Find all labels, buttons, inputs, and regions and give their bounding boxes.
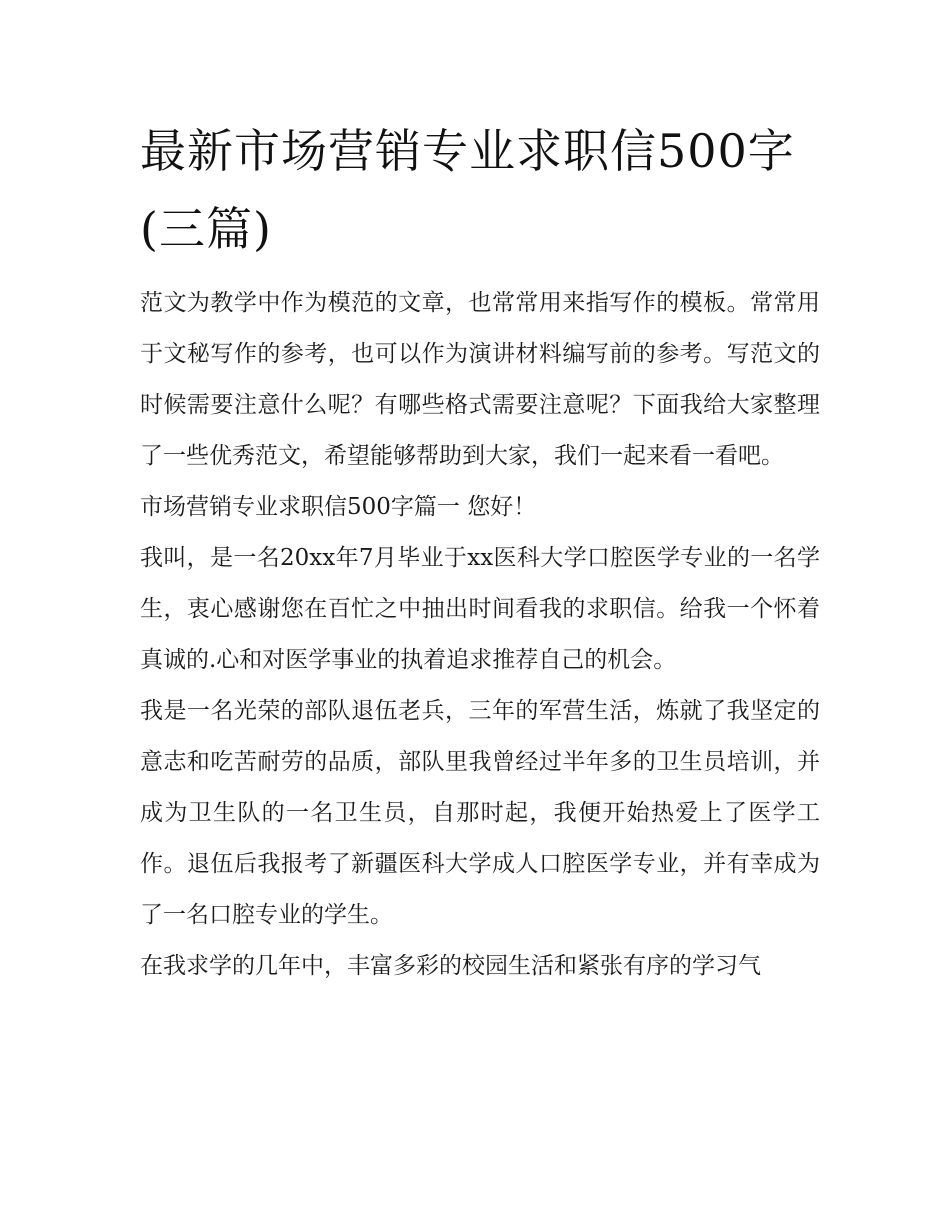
background-paragraph: 我是一名光荣的部队退伍老兵，三年的军营生活，炼就了我坚定的意志和吃苦耐劳的品质，部队里我曾经过半年多的卫生员培训，并成为卫生队的一名卫生员，自那时起，我便开始热爱上了医学工作。退伍后我报考了新疆医科大学成人口腔医学专业，并有幸成为了一名口腔专业的学生。 <box>140 698 820 928</box>
document-body <box>140 278 820 992</box>
self-introduction-paragraph: 我叫，是一名20xx年7月毕业于xx医科大学口腔医学专业的一名学生，衷心感谢您在百忙之中抽出时间看我的求职信。给我一个怀着真诚的.心和对医学事业的执着追求推荐自己的机会。 <box>140 545 820 673</box>
study-paragraph: 在我求学的几年中，丰富多彩的校园生活和紧张有序的学习气 <box>140 953 761 979</box>
intro-paragraph: 范文为教学中作为模范的文章，也常常用来指写作的模板。常常用于文秘写作的参考，也可以作为演讲材料编写前的参考。写范文的时候需要注意什么呢？有哪些格式需要注意呢？下面我给大家整理了一些优秀范文，希望能够帮助到大家，我们一起来看一看吧。 <box>140 290 820 469</box>
section-heading-paragraph: 市场营销专业求职信500字篇一 您好！ <box>140 494 537 520</box>
document-title: 最新市场营销专业求职信500字(三篇) <box>140 124 795 256</box>
